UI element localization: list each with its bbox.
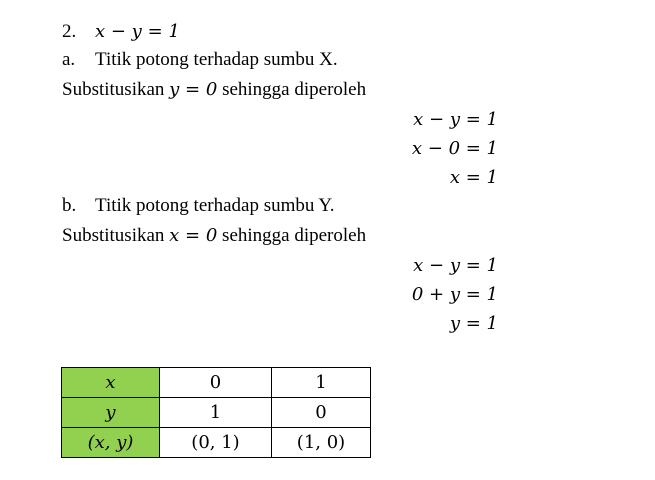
part-a-step-1: x − y = 1 bbox=[413, 109, 498, 130]
part-a-step-3: x = 1 bbox=[449, 167, 498, 188]
part-b-steps bbox=[412, 251, 498, 338]
part-b-letter: b. bbox=[62, 195, 77, 216]
part-a-step-2: x − 0 = 1 bbox=[411, 138, 498, 159]
table-cell: 1 bbox=[160, 398, 272, 428]
part-b-subst-after: sehingga diperoleh bbox=[222, 225, 367, 246]
table-cell: 0 bbox=[160, 368, 272, 398]
part-b-step-2: 0 + y = 1 bbox=[411, 284, 498, 305]
problem-number: 2. bbox=[62, 21, 77, 42]
part-a-substitution bbox=[62, 79, 366, 101]
table-cell: 0 bbox=[272, 398, 371, 428]
table-header-cell: x bbox=[62, 368, 160, 398]
coordinate-table bbox=[61, 367, 371, 458]
part-b-subst-math: x = 0 bbox=[169, 225, 218, 246]
part-b-step-1: x − y = 1 bbox=[413, 255, 498, 276]
table-row bbox=[62, 428, 371, 458]
part-a-letter: a. bbox=[62, 49, 76, 70]
part-a-subst-before: Substitusikan bbox=[62, 79, 165, 100]
table-header-cell: y bbox=[62, 398, 160, 428]
table-cell: (0, 1) bbox=[160, 428, 272, 458]
table-row bbox=[62, 368, 371, 398]
problem-heading bbox=[62, 21, 180, 43]
part-a-subst-after: sehingga diperoleh bbox=[222, 79, 367, 100]
part-b-title: Titik potong terhadap sumbu Y. bbox=[95, 195, 335, 216]
part-a-steps bbox=[412, 105, 498, 192]
table-cell: (1, 0) bbox=[272, 428, 371, 458]
problem-equation: x − y = 1 bbox=[95, 21, 180, 42]
part-b-substitution bbox=[62, 225, 366, 247]
part-a-title: Titik potong terhadap sumbu X. bbox=[95, 49, 338, 70]
part-a-subst-math: y = 0 bbox=[169, 79, 218, 100]
table-row bbox=[62, 398, 371, 428]
part-b-step-3: y = 1 bbox=[449, 313, 498, 334]
part-a-heading bbox=[62, 49, 338, 71]
table-header-cell: (x, y) bbox=[62, 428, 160, 458]
part-b-subst-before: Substitusikan bbox=[62, 225, 165, 246]
table-cell: 1 bbox=[272, 368, 371, 398]
part-b-heading bbox=[62, 195, 334, 217]
